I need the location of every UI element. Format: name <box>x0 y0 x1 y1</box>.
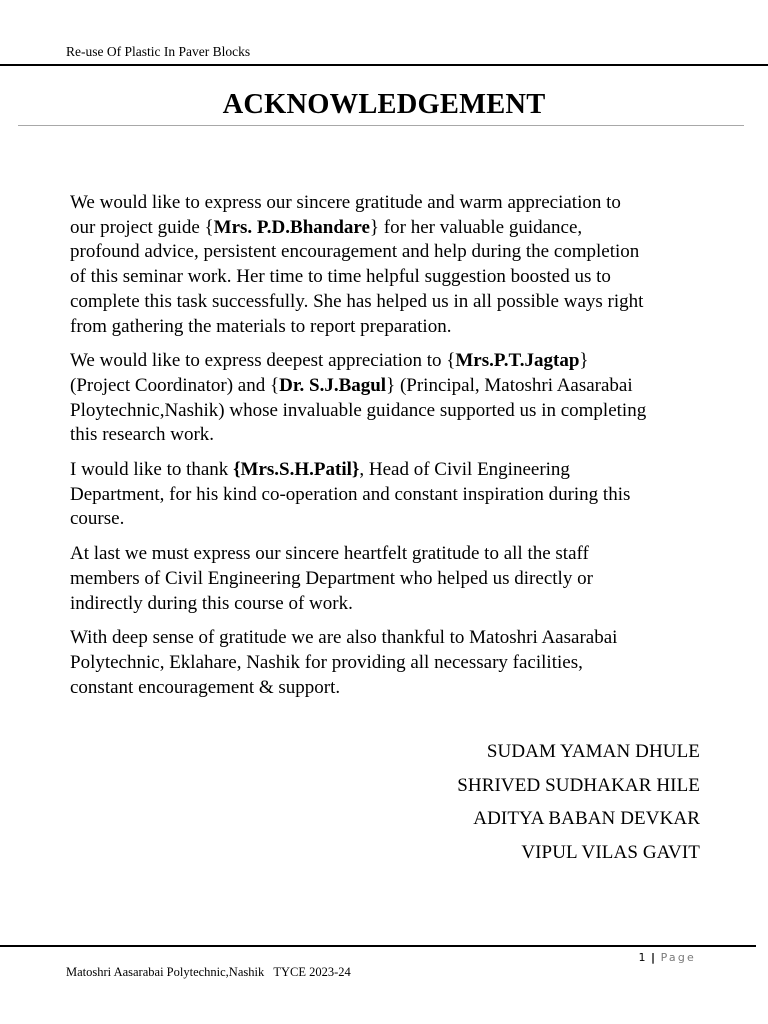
bold-name: Mrs.P.T.Jagtap <box>455 350 580 372</box>
page-label: Page <box>660 951 696 964</box>
text-segment: } for her valuable guidance, <box>369 216 583 238</box>
header-divider <box>0 64 768 66</box>
text-segment: profound advice, persistent encouragement and help during the completion <box>70 241 640 263</box>
page-footer <box>66 965 351 980</box>
page-separator: | <box>651 951 656 964</box>
paragraph-line <box>70 315 710 340</box>
text-segment: from gathering the materials to report preparation. <box>70 315 452 337</box>
paragraph-line <box>70 265 710 290</box>
paragraph-line <box>70 374 710 399</box>
text-segment: At last we must express our sincere heartfelt gratitude to all the staff <box>70 543 589 565</box>
signatory-name: VIPUL VILAS GAVIT <box>521 841 700 863</box>
paragraph-line <box>70 651 710 676</box>
footer-institute: Matoshri Aasarabai Polytechnic,Nashik <box>66 965 265 979</box>
paragraph-line <box>70 592 710 617</box>
paragraph <box>70 458 710 532</box>
page-number: 1 <box>638 951 646 964</box>
paragraph-line <box>70 240 710 265</box>
text-segment: of this seminar work. Her time to time helpful suggestion boosted us to <box>70 266 611 288</box>
paragraph <box>70 626 710 700</box>
text-segment: We would like to express our sincere gratitude and warm appreciation to <box>70 192 621 213</box>
text-segment: , Head of Civil Engineering <box>359 459 570 481</box>
text-segment: (Project Coordinator) and { <box>70 374 280 396</box>
bold-name: Mrs. P.D.Bhandare <box>213 216 370 238</box>
signatory-list <box>457 735 700 869</box>
text-segment: members of Civil Engineering Department who helped us directly or <box>70 567 593 589</box>
paragraph <box>70 542 710 616</box>
text-segment: I would like to thank <box>70 459 234 481</box>
paragraph <box>70 191 710 339</box>
paragraph-line <box>70 349 710 374</box>
text-segment: this research work. <box>70 424 215 446</box>
title-divider <box>18 125 744 126</box>
paragraph-line <box>70 676 710 701</box>
text-segment: We would like to express deepest appreciation to { <box>70 350 456 372</box>
text-segment: course. <box>70 508 125 530</box>
text-segment: complete this task successfully. She has helped us in all possible ways right <box>70 290 644 312</box>
signatory-name: SHRIVED SUDHAKAR HILE <box>457 774 700 796</box>
text-segment: constant encouragement & support. <box>70 676 341 698</box>
text-segment: With deep sense of gratitude we are also thankful to Matoshri Aasarabai <box>70 627 618 649</box>
paragraph <box>70 349 710 448</box>
bold-name: Dr. S.J.Bagul <box>279 374 387 396</box>
paragraph-line <box>70 626 710 651</box>
paragraph-line <box>70 507 710 532</box>
paragraph-line <box>70 458 710 483</box>
text-segment: } <box>579 350 589 372</box>
paragraph-line <box>70 542 710 567</box>
text-segment: Ploytechnic,Nashik) whose invaluable guidance supported us in completing <box>70 399 647 421</box>
header-title: Re-use Of Plastic In Paver Blocks <box>66 44 251 59</box>
page-title: ACKNOWLEDGEMENT <box>222 89 546 120</box>
text-segment: Department, for his kind co-operation and constant inspiration during this <box>70 483 631 505</box>
acknowledgement-body <box>70 191 710 710</box>
paragraph-line <box>70 423 710 448</box>
signatory-name: SUDAM YAMAN DHULE <box>486 741 700 762</box>
text-segment: } (Principal, Matoshri Aasarabai <box>386 374 633 396</box>
text-segment: our project guide { <box>70 216 214 238</box>
text-segment: Polytechnic, Eklahare, Nashik for providing all necessary facilities, <box>70 651 583 673</box>
bold-name: {Mrs.S.H.Patil} <box>233 459 360 481</box>
footer-divider <box>0 945 756 947</box>
footer-class-year: TYCE 2023-24 <box>273 965 351 979</box>
paragraph-line <box>70 290 710 315</box>
paragraph-line <box>70 191 710 216</box>
signatory-name: ADITYA BABAN DEVKAR <box>473 808 700 829</box>
paragraph-line <box>70 567 710 592</box>
page-number-indicator <box>639 951 696 965</box>
paragraph-line <box>70 399 710 424</box>
text-segment: indirectly during this course of work. <box>70 592 353 614</box>
paragraph-line <box>70 216 710 241</box>
paragraph-line <box>70 483 710 508</box>
